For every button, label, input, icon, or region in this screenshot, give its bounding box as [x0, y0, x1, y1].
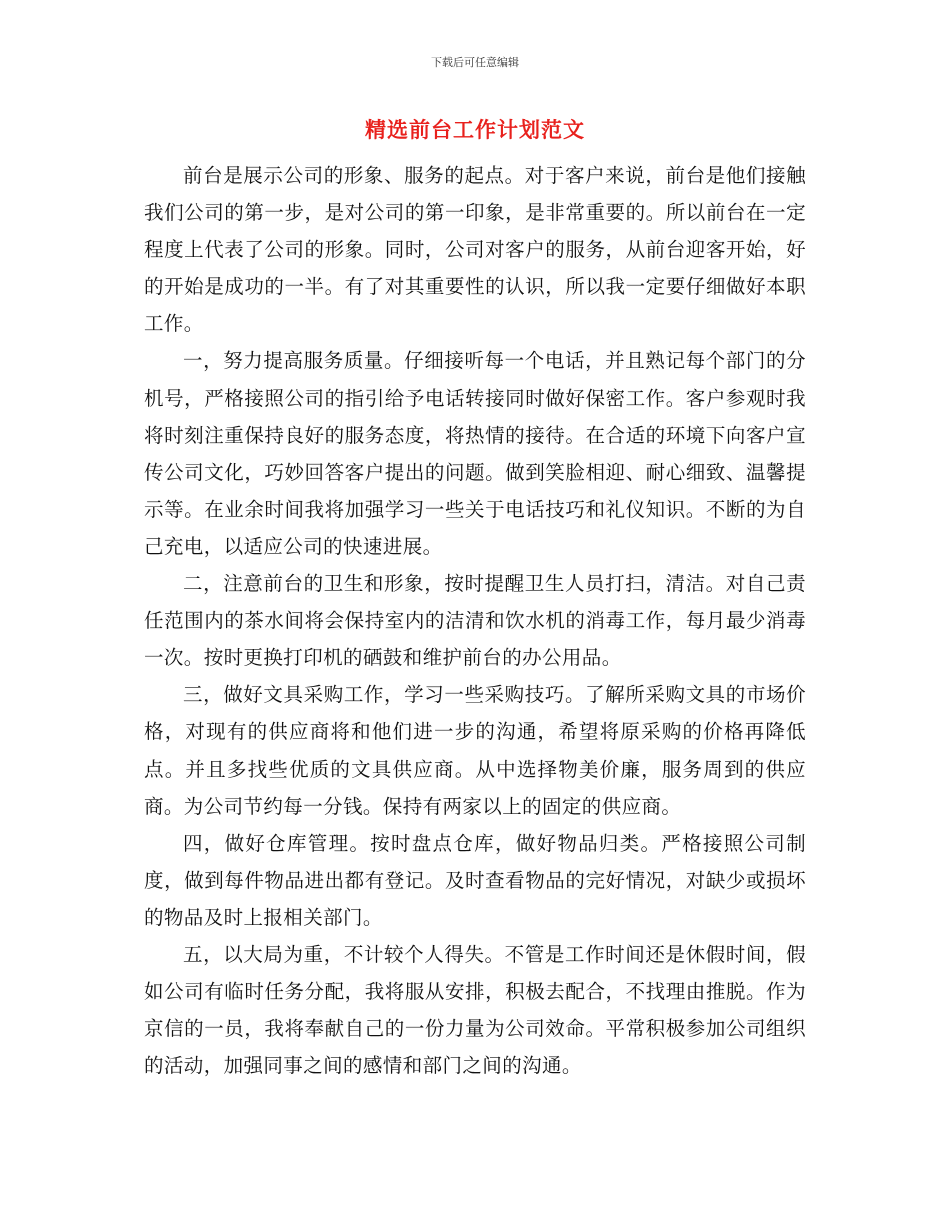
- paragraph-hygiene: 二，注意前台的卫生和形象，按时提醒卫生人员打扫，清洁。对自己责任范围内的茶水间将会保持室内的洁清和饮水机的消毒工作，每月最少消毒一次。按时更换打印机的硒鼓和维护前台的办公用品。: [144, 572, 806, 670]
- paragraph-procurement: 三，做好文具采购工作，学习一些采购技巧。了解所采购文具的市场价格，对现有的供应商将和他们进一步的沟通，希望将原采购的价格再降低点。并且多找些优质的文具供应商。从中选择物美价廉，服务周到的供应商。为公司节约每一分钱。保持有两家以上的固定的供应商。: [144, 683, 806, 818]
- document-title: 精选前台工作计划范文: [365, 118, 585, 142]
- document-body: [144, 157, 806, 1084]
- paragraph-intro: 前台是展示公司的形象、服务的起点。对于客户来说，前台是他们接触我们公司的第一步，是对公司的第一印象，是非常重要的。所以前台在一定程度上代表了公司的形象。同时，公司对客户的服务，从前台迎客开始，好的开始是成功的一半。有了对其重要性的认识，所以我一定要仔细做好本职工作。: [144, 164, 806, 336]
- header-note: 下载后可任意编辑: [431, 56, 519, 69]
- paragraph-warehouse: 四，做好仓库管理。按时盘点仓库，做好物品归类。严格接照公司制度，做到每件物品进出都有登记。及时查看物品的完好情况，对缺少或损坏的物品及时上报相关部门。: [144, 831, 806, 929]
- paragraph-service-quality: 一，努力提高服务质量。仔细接听每一个电话，并且熟记每个部门的分机号，严格接照公司的指引给予电话转接同时做好保密工作。客户参观时我将时刻注重保持良好的服务态度，将热情的接待。在合适的环境下向客户宣传公司文化，巧妙回答客户提出的问题。做到笑脸相迎、耐心细致、温馨提示等。在业余时间我将加强学习一些关于电话技巧和礼仪知识。不断的为自己充电，以适应公司的快速进展。: [144, 349, 806, 558]
- paragraph-teamwork: 五，以大局为重，不计较个人得失。不管是工作时间还是休假时间，假如公司有临时任务分配，我将服从安排，积极去配合，不找理由推脱。作为京信的一员，我将奉献自己的一份力量为公司效命。平常积极参加公司组织的活动，加强同事之间的感情和部门之间的沟通。: [144, 942, 806, 1078]
